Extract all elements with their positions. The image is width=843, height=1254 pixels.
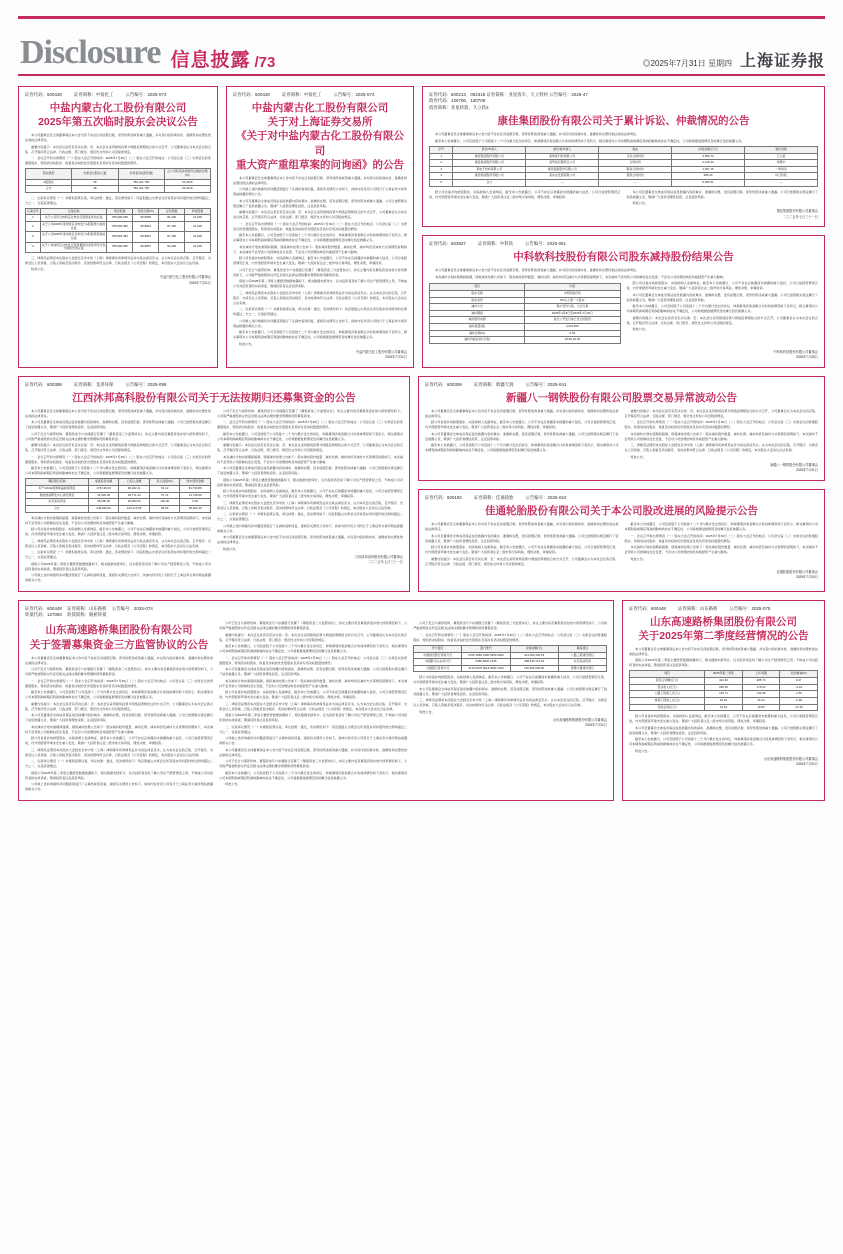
- announcement-body: 本公司董事会及全体董事保证本公告内容不存在任何虚假记载、误导性陈述或者重大遗漏，并对其内容的真实性、准确性和完整性依法承担法律责任。 公司就上述问询函所涉问题逐项进行了认真核查和回复，现将有关情况公告如下，具体内容详见公司同日于上海证券交易所网站披露的相关公告。 本公司及董事会全体成员保证信息披露内容的真实、准确和完整，没有虚假记载、误导性陈述或重大遗漏。公司已按照相关规定履行了信息披露义务，敬请广大投资者理性投资，注意投资风险。 重要内容提示：本次会议是否有否决议案：否；本次会议采用现场投票与网络投票相结合的方式召开，公司董事会认为本次会议的召集、召开程序符合法律、行政法规、部门规章、规范性文件和公司章程的规定。 一、会议召开和出席情况（一）股东大会召开的时间：2025年7月30日（二）股东大会召开的地点：公司会议室（三）出席会议的普通股股东、特别表决权股东、恢复表决权的优先股股东及其持有表决权数量的情况。 截至本公告披露日，公司及控股子公司连续十二个月内累计发生的诉讼、仲裁事项涉案金额合计的具体情况如下表所示，相关事项对公司本期利润或期后利润的影响尚存在不确定性，公司将根据进展情况及时履行信息披露义务。 本次减持计划实施期间届满，现将减持结果公告如下：股东减持股份数量、减持比例、减持均价及减持方式等情况说明如下，本次减持不会导致公司控制权发生变更，不会对公司治理结构及持续经营产生重大影响。 经公司自查并向控股股东、实际控制人发函询证，截至本公告披露日，公司不存在应披露而未披露的重大信息，公司日常经营情况正常，内外部经营环境未发生重大变化。敬请广大投资者注意二级市场交易风险，理性决策，审慎投资。 公司于近日与保荐机构、募集资金专户存储银行签署了《募集资金三方监管协议》，协议主要内容及募集资金存放与使用情况如下，公司将严格按照协议约定及相关法律法规的要求管理和使用募集资金。 现将公司2025年第二季度主要经营数据披露如下，相关数据未经审计，仅为投资者及时了解公司生产经营情况之用，不构成公司对投资者的实质承诺，敬请投资者注意投资风险。 三、律师见证情况本次股东大会经北京市中伦（上海）律师事务所律师见证并出具法律意见书，认为本次会议的召集、召开程序、出席会议人员资格、召集人资格及表决程序、表决结果均符合法律、行政法规及《公司章程》的规定，本次股东大会决议合法有效。 二、议案审议情况（一）非累积投票议案，审议结果：通过，表决情况如下：同意股数占出席会议所有股东所持股份的比例均超过二分之一，议案获得通过。 公司就上述问询函所涉问题逐项进行了认真核查和回复，现将有关情况公告如下，具体内容详见公司同日于上海证券交易所网站披露的相关公告。 截至本公告披露日，公司及控股子公司连续十二个月内累计发生的诉讼、仲裁事项涉案金额合计的具体情况如下表所示，相关事项对公司本期利润或期后利润的影响尚存在不确定性，公司将根据进展情况及时履行信息披露义务。 特此公告。: [233, 175, 407, 346]
- masthead-date: ◎2025年7月31日 星期四: [642, 59, 732, 68]
- table-row: 智能装备研发中心建设项目 32,520.00 18,771.44 57.72 13,748.56: [26, 492, 211, 499]
- table-row: A股股东 38 786,101,765 63.4215: [26, 179, 211, 186]
- ann-meta: [429, 241, 818, 247]
- security-code: 证券代码：600328: [233, 92, 270, 97]
- table-row: 1 关于公司符合向特定对象发行股票条件的议案 785,996,365 99.9865 84,400 21,000: [26, 215, 211, 222]
- col-right-mid: [418, 376, 825, 592]
- security-name: 证券简称：佳通轮胎: [473, 494, 514, 500]
- quarterly-operations-table: [629, 670, 818, 711]
- litigation-table: [429, 146, 818, 187]
- announcement-signature: 康佳集团股份有限公司董事会 二〇二五年七月三十一日: [776, 209, 818, 219]
- supervision-accounts-table: [413, 645, 607, 673]
- security-name: 证券简称：山东路桥: [67, 605, 107, 611]
- masthead: [18, 16, 825, 76]
- table-row: 3 关于公司2025年度向特定对象发行A股股票预案的议案 785,993,365 99.9861 87,400 21,000: [26, 232, 211, 242]
- table-row: 其他业务(亿元) 13.91 16.83 -17.35: [630, 704, 818, 711]
- ann-meta: [425, 382, 818, 388]
- announcement-signature: 中盐内蒙古化工股份有限公司董事会 2025年7月31日: [160, 275, 211, 285]
- table-row: 4 康佳集团股份有限公司 某实业发展有限公司 借款合同纠纷 986.44 执行阶段: [430, 173, 818, 180]
- table-row: 减持数量(股) 3,024,800: [430, 324, 621, 331]
- table-row: 股东名称 中科院软件所: [430, 290, 621, 297]
- announcement-title: 中科软科技股份有限公司股东减持股份结果公告: [513, 251, 734, 264]
- ann-meta: [425, 495, 818, 501]
- announcement-title: 山东高速路桥集团股份有限公司 关于签署募集资金三方监管协议的公告: [29, 624, 209, 651]
- announcement-title: 江西沐邦高科股份有限公司关于无法按期归还募集资金的公告: [72, 391, 356, 404]
- announcement-body-2: 经公司自查并向控股股东、实际控制人发函询证，截至本公告披露日，公司不存在应披露而未披露的重大信息，公司日常经营情况正常，内外部经营环境未发生重大变化。敬请广大投资者注意二级市场交易风险，理性决策，审慎投资。 本公司及董事会全体成员保证信息披露内容的真实、准确和完整，没有虚假记载、误导性陈述或重大遗漏。公司已按照相关规定履行了信息披露义务，敬请广大投资者理性投资，注意投资风险。 特此公告。: [429, 189, 818, 206]
- announcement-shandong-luqiao-q2-operations: [622, 600, 825, 801]
- table-row: 减持方式 集中竞价交易、大宗交易: [430, 304, 621, 311]
- row-3: [18, 600, 825, 801]
- security-name: 证券简称：新疆天润: [473, 381, 514, 387]
- security-code: 证券代码：600388: [25, 381, 62, 387]
- body-col-3: [413, 621, 607, 793]
- announcement-signature: 中盐内蒙古化工股份有限公司董事会 2025年7月31日: [356, 349, 407, 360]
- security-code: 证券代码：600213、002318 证券简称：亚星客车、久立特材 公告编号：2025-47: [429, 92, 588, 97]
- ann-meta: [629, 606, 818, 612]
- col-right-top: [422, 86, 825, 368]
- bond-code: 转债代码：127083: [25, 612, 62, 618]
- voting-results-table: [25, 208, 211, 253]
- row-2: [18, 376, 825, 592]
- table-row: 5 合计 — — 8,925.61 —: [430, 180, 818, 187]
- announcement-body: 本公司董事会及全体董事保证本公告内容不存在任何虚假记载、误导性陈述或者重大遗漏，并对其内容的真实性、准确性和完整性依法承担法律责任。 现将公司2025年第二季度主要经营数据披露如下，相关数据未经审计，仅为投资者及时了解公司生产经营情况之用，不构成公司对投资者的实质承诺，敬请投资者注意投资风险。: [629, 646, 818, 668]
- announcement-signature: 新疆八一钢铁股份有限公司董事会 2025年7月31日: [770, 462, 818, 473]
- table-row: 补充流动资金 28,000.00 28,000.00 100.00 0.00: [26, 499, 211, 506]
- security-code: 证券代码：600448: [629, 605, 666, 611]
- announcement-title: 山东高速路桥集团股份有限公司 关于2025年第二季度经营情况的公告: [638, 615, 809, 642]
- table-row: 2 康佳集团股份有限公司 某贸易有限责任公司 合同纠纷 2,145.30 审理中: [430, 160, 818, 167]
- table-row: 营业收入(亿元) 168.25 175.33 -4.04: [630, 684, 818, 691]
- table-row: 4 关于公司向特定对象发行股票募集资金使用可行性分析报告的议案 785,990,365 99.9857 90,400 21,000: [26, 242, 211, 252]
- ann-meta: [25, 606, 607, 619]
- body-col-1: [25, 621, 213, 793]
- announcement-no: 公告编号：2025-024: [525, 494, 567, 500]
- announcement-signature: 江西沐邦高科股份有限公司董事会 二〇二五年七月三十一日: [355, 554, 403, 565]
- table-row: 桥梁工程施工(亿元) 25.63 26.42 -2.99: [630, 697, 818, 704]
- masthead-page-number: /73: [254, 54, 276, 71]
- table-header-row: 项目 2025年第二季度 上年同期 同比增减(%): [630, 671, 818, 678]
- security-code: 证券代码：600359: [425, 381, 462, 387]
- announcement-grid: [18, 86, 825, 801]
- announcement-signature: 佳通轮胎股份有限公司董事会 2025年7月30日: [776, 569, 818, 579]
- security-name: 证券简称：中盐化工: [281, 92, 322, 97]
- security-name: 证券简称：山东路桥: [677, 605, 718, 611]
- announcement-body: 本公司董事会及全体董事保证本公告内容不存在任何虚假记载、误导性陈述或者重大遗漏，并对其内容的真实性、准确性和完整性依法承担法律责任。 本次减持计划实施期间届满，现将减持结果公告如下：股东减持股份数量、减持比例、减持均价及减持方式等情况说明如下，本次减持不会导致公司控制权发生变更，不会对公司治理结构及持续经营产生重大影响。: [435, 268, 726, 279]
- announcement-body-4: 经公司自查并向控股股东、实际控制人发函询证，截至本公告披露日，公司不存在应披露而未披露的重大信息，公司日常经营情况正常，内外部经营环境未发生重大变化。敬请广大投资者注意二级市场交易风险，理性决策，审慎投资。 本公司及董事会全体成员保证信息披露内容的真实、准确和完整，没有虚假记载、误导性陈述或重大遗漏。公司已按照相关规定履行了信息披露义务，敬请广大投资者理性投资，注意投资风险。 三、律师见证情况本次股东大会经北京市中伦（上海）律师事务所律师见证并出具法律意见书，认为本次会议的召集、召开程序、出席会议人员资格、召集人资格及表决程序、表决结果均符合法律、行政法规及《公司章程》的规定，本次股东大会决议合法有效。 特此公告。: [413, 675, 607, 714]
- announcement-signature: 山东高速路桥集团股份有限公司董事会 2025年7月31日: [552, 717, 607, 728]
- table-row: 1 康佳集团股份有限公司 深圳某科技有限公司 买卖合同纠纷 3,856.72 已立案: [430, 153, 818, 160]
- table-header-row: 募投项目名称 承诺投资总额 已投入金额 投入进度(%) 尚未使用金额: [26, 479, 211, 486]
- table-row: 股东身份 5%以上第一大股东: [430, 297, 621, 304]
- table-row: 交通银行济南分行 3710 0605 9018 0000 1234 156,900,000.00 智慧交通建设项目: [414, 665, 607, 672]
- announcement-title: 康佳集团股份有限公司关于累计诉讼、仲裁情况的公告: [497, 115, 750, 128]
- masthead-brand: 上海证券报: [739, 53, 825, 70]
- masthead-top-rule: [18, 16, 825, 19]
- masthead-title-cn: 信息披露: [170, 50, 251, 71]
- security-code: 证券代码：600182: [425, 494, 462, 500]
- body-col-left: [25, 409, 211, 585]
- announcement-zhongkesoft-reduction-result: [422, 235, 825, 368]
- table-row: 年产10GW高效单晶硅棒项目 178,136.00 96,402.11 54.12 81,733.89: [26, 486, 211, 493]
- announcement-body: 本公司董事会及全体董事保证本公告内容不存在任何虚假记载、误导性陈述或者重大遗漏，并对其内容的真实性、准确性和完整性依法承担法律责任。 重要内容提示：本次会议是否有否决议案：否；本次会议采用现场投票与网络投票相结合的方式召开，公司董事会认为本次会议的召集、召开程序符合法律、行政法规、部门规章、规范性文件和公司章程的规定。 一、会议召开和出席情况（一）股东大会召开的时间：2025年7月30日（二）股东大会召开的地点：公司会议室（三）出席会议的普通股股东、特别表决权股东、恢复表决权的优先股股东及其持有表决权数量的情况。: [25, 133, 211, 166]
- announcement-giti-tire-risk-notice: [418, 489, 825, 592]
- announcement-title: 新疆八一钢铁股份有限公司股票交易异常波动公告: [506, 391, 737, 404]
- announcement-no: 公告编号：2025-051: [525, 241, 567, 247]
- announcement-no: 公告编号：2025-074: [111, 605, 153, 611]
- announcement-signature: 山东高速路桥集团股份有限公司董事会 2025年7月31日: [763, 756, 818, 767]
- announcement-title: 佳通轮胎股份有限公司关于本公司股改进展的风险提示公告: [485, 504, 758, 517]
- announcement-title: 中盐内蒙古化工股份有限公司 2025年第五次临时股东会决议公告: [38, 102, 198, 129]
- announcement-body-3: 三、律师见证情况本次股东大会经北京市中伦（上海）律师事务所律师见证并出具法律意见书，认为本次会议的召集、召开程序、出席会议人员资格、召集人资格及表决程序、表决结果均符合法律、行政法规及《公司章程》的规定，本次股东大会决议合法有效。 特此公告。: [25, 255, 211, 272]
- announcement-no: 公告编号：2025-074: [333, 92, 375, 97]
- table-row: 中国建设银行济南分行 3700 1886 1080 5250 0000 421,056,330.18 公路工程建设项目: [414, 652, 607, 659]
- ann-meta: [25, 382, 403, 388]
- security-name: 证券简称：龙净环保: [73, 381, 114, 387]
- announcement-body-side: 经公司自查并向控股股东、实际控制人发函询证，截至本公告披露日，公司不存在应披露而未披露的重大信息，公司日常经营情况正常，内外部经营环境未发生重大变化。敬请广大投资者注意二级市场交易风险，理性决策，审慎投资。 本公司及董事会全体成员保证信息披露内容的真实、准确和完整，没有虚假记载、误导性陈述或重大遗漏。公司已按照相关规定履行了信息披露义务，敬请广大投资者理性投资，注意投资风险。 截至本公告披露日，公司及控股子公司连续十二个月内累计发生的诉讼、仲裁事项涉案金额合计的具体情况如下表所示，相关事项对公司本期利润或期后利润的影响尚存在不确定性，公司将根据进展情况及时履行信息披露义务。 重要内容提示：本次会议是否有否决议案：否；本次会议采用现场投票与网络投票相结合的方式召开，公司董事会认为本次会议的召集、召开程序符合法律、行政法规、部门规章、规范性文件和公司章程的规定。 特此公告。: [626, 281, 818, 332]
- announcement-body: 本公司董事会及全体董事保证本公告内容不存在任何虚假记载、误导性陈述或者重大遗漏，并对其内容的真实性、准确性和完整性依法承担法律责任。 本公司及董事会全体成员保证信息披露内容的真实、准确和完整，没有虚假记载、误导性陈述或重大遗漏。公司已按照相关规定履行了信息披露义务，敬请广大投资者理性投资，注意投资风险。 公司于近日与保荐机构、募集资金专户存储银行签署了《募集资金三方监管协议》，协议主要内容及募集资金存放与使用情况如下，公司将严格按照协议约定及相关法律法规的要求管理和使用募集资金。 重要内容提示：本次会议是否有否决议案：否；本次会议采用现场投票与网络投票相结合的方式召开，公司董事会认为本次会议的召集、召开程序符合法律、行政法规、部门规章、规范性文件和公司章程的规定。 一、会议召开和出席情况（一）股东大会召开的时间：2025年7月30日（二）股东大会召开的地点：公司会议室（三）出席会议的普通股股东、特别表决权股东、恢复表决权的优先股股东及其持有表决权数量的情况。 截至本公告披露日，公司及控股子公司连续十二个月内累计发生的诉讼、仲裁事项涉案金额合计的具体情况如下表所示，相关事项对公司本期利润或期后利润的影响尚存在不确定性，公司将根据进展情况及时履行信息披露义务。: [25, 408, 211, 476]
- reduction-table: [429, 283, 621, 344]
- three-column-body: [25, 621, 607, 793]
- announcement-body: 本公司董事会及全体董事保证本公告内容不存在任何虚假记载、误导性陈述或者重大遗漏，并对其内容的真实性、准确性和完整性依法承担法律责任。 公司于近日与保荐机构、募集资金专户存储银行签署了《募集资金三方监管协议》，协议主要内容及募集资金存放与使用情况如下，公司将严格按照协议约定及相关法律法规的要求管理和使用募集资金。 一、会议召开和出席情况（一）股东大会召开的时间：2025年7月30日（二）股东大会召开的地点：公司会议室（三）出席会议的普通股股东、特别表决权股东、恢复表决权的优先股股东及其持有表决权数量的情况。 截至本公告披露日，公司及控股子公司连续十二个月内累计发生的诉讼、仲裁事项涉案金额合计的具体情况如下表所示，相关事项对公司本期利润或期后利润的影响尚存在不确定性，公司将根据进展情况及时履行信息披露义务。 重要内容提示：本次会议是否有否决议案：否；本次会议采用现场投票与网络投票相结合的方式召开，公司董事会认为本次会议的召集、召开程序符合法律、行政法规、部门规章、规范性文件和公司章程的规定。 本公司及董事会全体成员保证信息披露内容的真实、准确和完整，没有虚假记载、误导性陈述或重大遗漏。公司已按照相关规定履行了信息披露义务，敬请广大投资者理性投资，注意投资风险。 本次减持计划实施期间届满，现将减持结果公告如下：股东减持股份数量、减持比例、减持均价及减持方式等情况说明如下，本次减持不会导致公司控制权发生变更，不会对公司治理结构及持续经营产生重大影响。 经公司自查并向控股股东、实际控制人发函询证，截至本公告披露日，公司不存在应披露而未披露的重大信息，公司日常经营情况正常，内外部经营环境未发生重大变化。敬请广大投资者注意二级市场交易风险，理性决策，审慎投资。 三、律师见证情况本次股东大会经北京市中伦（上海）律师事务所律师见证并出具法律意见书，认为本次会议的召集、召开程序、出席会议人员资格、召集人资格及表决程序、表决结果均符合法律、行政法规及《公司章程》的规定，本次股东大会决议合法有效。 二、议案审议情况（一）非累积投票议案，审议结果：通过，表决情况如下：同意股数占出席会议所有股东所持股份的比例均超过二分之一，议案获得通过。 现将公司2025年第二季度主要经营数据披露如下，相关数据未经审计，仅为投资者及时了解公司生产经营情况之用，不构成公司对投资者的实质承诺，敬请投资者注意投资风险。 公司就上述问询函所涉问题逐项进行了认真核查和回复，现将有关情况公告如下，具体内容详见公司同日于上海证券交易所网站披露的相关公告。: [25, 655, 214, 792]
- security-code: 证券代码：600328: [25, 92, 62, 97]
- security-code: 证券代码：600448: [25, 605, 62, 611]
- announcement-shandong-luqiao-supervision-agreement: [18, 600, 614, 801]
- announcement-body-2: 经公司自查并向控股股东、实际控制人发函询证，截至本公告披露日，公司不存在应披露而未披露的重大信息，公司日常经营情况正常，内外部经营环境未发生重大变化。敬请广大投资者注意二级市场交易风险，理性决策，审慎投资。 本公司及董事会全体成员保证信息披露内容的真实、准确和完整，没有虚假记载、误导性陈述或重大遗漏。公司已按照相关规定履行了信息披露义务，敬请广大投资者理性投资，注意投资风险。 截至本公告披露日，公司及控股子公司连续十二个月内累计发生的诉讼、仲裁事项涉案金额合计的具体情况如下表所示，相关事项对公司本期利润或期后利润的影响尚存在不确定性，公司将根据进展情况及时履行信息披露义务。 特此公告。: [629, 714, 818, 753]
- table-header-row: 开户银行 银行账号 存储余额(元) 募投项目: [414, 645, 607, 652]
- announcement-mubang-fundraising: [18, 376, 410, 592]
- table-row: 3 某电子材料有限公司 康佳集团股份有限公司 服务合同纠纷 1,937.15 一审判决: [430, 166, 818, 173]
- announcement-no: 公告编号：2025-073: [125, 92, 167, 97]
- announcement-no: 公告编号：2025-075: [729, 605, 771, 611]
- attendance-table: [25, 168, 211, 193]
- announcement-body: 本公司董事会及全体董事保证本公告内容不存在任何虚假记载、误导性陈述或者重大遗漏，并对其内容的真实性、准确性和完整性依法承担法律责任。 经公司自查并向控股股东、实际控制人发函询证，截至本公告披露日，公司不存在应披露而未披露的重大信息，公司日常经营情况正常，内外部经营环境未发生重大变化。敬请广大投资者注意二级市场交易风险，理性决策，审慎投资。 本公司及董事会全体成员保证信息披露内容的真实、准确和完整，没有虚假记载、误导性陈述或重大遗漏。公司已按照相关规定履行了信息披露义务，敬请广大投资者理性投资，注意投资风险。 截至本公告披露日，公司及控股子公司连续十二个月内累计发生的诉讼、仲裁事项涉案金额合计的具体情况如下表所示，相关事项对公司本期利润或期后利润的影响尚存在不确定性，公司将根据进展情况及时履行信息披露义务。 重要内容提示：本次会议是否有否决议案：否；本次会议采用现场投票与网络投票相结合的方式召开，公司董事会认为本次会议的召集、召开程序符合法律、行政法规、部门规章、规范性文件和公司章程的规定。 一、会议召开和出席情况（一）股东大会召开的时间：2025年7月30日（二）股东大会召开的地点：公司会议室（三）出席会议的普通股股东、特别表决权股东、恢复表决权的优先股股东及其持有表决权数量的情况。 本次减持计划实施期间届满，现将减持结果公告如下：股东减持股份数量、减持比例、减持均价及减持方式等情况说明如下，本次减持不会导致公司控制权发生变更，不会对公司治理结构及持续经营产生重大影响。 三、律师见证情况本次股东大会经北京市中伦（上海）律师事务所律师见证并出具法律意见书，认为本次会议的召集、召开程序、出席会议人员资格、召集人资格及表决程序、表决结果均符合法律、行政法规及《公司章程》的规定，本次股东大会决议合法有效。 特此公告。: [425, 408, 818, 459]
- announcement-title: 中盐内蒙古化工股份有限公司 关于对上海证券交易所 《关于对中盐内蒙古化工股份有限公司 重大资产重组草案的问询函》的公告: [236, 102, 404, 171]
- announcement-body-2: 二、议案审议情况（一）非累积投票议案，审议结果：通过，表决情况如下：同意股数占出席会议所有股东所持股份的比例均超过二分之一，议案获得通过。: [25, 195, 211, 205]
- announcement-konka-litigation: [422, 86, 825, 227]
- masthead-title-en: Disclosure: [20, 34, 161, 71]
- security-code: 证券代码：603927: [429, 241, 466, 247]
- table-row: 合计 238,656.00 143,173.55 59.99 95,482.45: [26, 505, 211, 512]
- two-column-body: [25, 409, 403, 585]
- table-row: 2 关于公司2025年度向特定对象发行A股股票方案的议案 785,993,365 99.9861 87,400 21,000: [26, 222, 211, 232]
- security-name: 证券简称：中盐化工: [73, 92, 114, 97]
- announcement-body-2: 公司于近日与保荐机构、募集资金专户存储银行签署了《募集资金三方监管协议》，协议主要内容及募集资金存放与使用情况如下，公司将严格按照协议约定及相关法律法规的要求管理和使用募集资金。 重要内容提示：本次会议是否有否决议案：否；本次会议采用现场投票与网络投票相结合的方式召开，公司董事会认为本次会议的召集、召开程序符合法律、行政法规、部门规章、规范性文件和公司章程的规定。 截至本公告披露日，公司及控股子公司连续十二个月内累计发生的诉讼、仲裁事项涉案金额合计的具体情况如下表所示，相关事项对公司本期利润或期后利润的影响尚存在不确定性，公司将根据进展情况及时履行信息披露义务。 一、会议召开和出席情况（一）股东大会召开的时间：2025年7月30日（二）股东大会召开的地点：公司会议室（三）出席会议的普通股股东、特别表决权股东、恢复表决权的优先股股东及其持有表决权数量的情况。 本公司及董事会全体成员保证信息披露内容的真实、准确和完整，没有虚假记载、误导性陈述或重大遗漏。公司已按照相关规定履行了信息披露义务，敬请广大投资者理性投资，注意投资风险。 本次减持计划实施期间届满，现将减持结果公告如下：股东减持股份数量、减持比例、减持均价及减持方式等情况说明如下，本次减持不会导致公司控制权发生变更，不会对公司治理结构及持续经营产生重大影响。 经公司自查并向控股股东、实际控制人发函询证，截至本公告披露日，公司不存在应披露而未披露的重大信息，公司日常经营情况正常，内外部经营环境未发生重大变化。敬请广大投资者注意二级市场交易风险，理性决策，审慎投资。 三、律师见证情况本次股东大会经北京市中伦（上海）律师事务所律师见证并出具法律意见书，认为本次会议的召集、召开程序、出席会议人员资格、召集人资格及表决程序、表决结果均符合法律、行政法规及《公司章程》的规定，本次股东大会决议合法有效。 现将公司2025年第二季度主要经营数据披露如下，相关数据未经审计，仅为投资者及时了解公司生产经营情况之用，不构成公司对投资者的实质承诺，敬请投资者注意投资风险。 二、议案审议情况（一）非累积投票议案，审议结果：通过，表决情况如下：同意股数占出席会议所有股东所持股份的比例均超过二分之一，议案获得通过。 公司就上述问询函所涉问题逐项进行了认真核查和回复，现将有关情况公告如下，具体内容详见公司同日于上海证券交易所网站披露的相关公告。 本公司董事会及全体董事保证本公告内容不存在任何虚假记载、误导性陈述或者重大遗漏，并对其内容的真实性、准确性和完整性依法承担法律责任。 公司于近日与保荐机构、募集资金专户存储银行签署了《募集资金三方监管协议》，协议主要内容及募集资金存放与使用情况如下，公司将严格按照协议约定及相关法律法规的要求管理和使用募集资金。 截至本公告披露日，公司及控股子公司连续十二个月内累计发生的诉讼、仲裁事项涉案金额合计的具体情况如下表所示，相关事项对公司本期利润或期后利润的影响尚存在不确定性，公司将根据进展情况及时履行信息披露义务。 特此公告。: [219, 621, 408, 787]
- announcement-bayi-steel-abnormal-trading: [418, 376, 825, 481]
- body-col-2: [219, 621, 407, 793]
- table-row: 减持比例(%) 0.50: [430, 330, 621, 337]
- announcement-body-2: 本次减持计划实施期间届满，现将减持结果公告如下：股东减持股份数量、减持比例、减持均价及减持方式等情况说明如下，本次减持不会导致公司控制权发生变更，不会对公司治理结构及持续经营产生重大影响。 经公司自查并向控股股东、实际控制人发函询证，截至本公告披露日，公司不存在应披露而未披露的重大信息，公司日常经营情况正常，内外部经营环境未发生重大变化。敬请广大投资者注意二级市场交易风险，理性决策，审慎投资。 三、律师见证情况本次股东大会经北京市中伦（上海）律师事务所律师见证并出具法律意见书，认为本次会议的召集、召开程序、出席会议人员资格、召集人资格及表决程序、表决结果均符合法律、行政法规及《公司章程》的规定，本次股东大会决议合法有效。 二、议案审议情况（一）非累积投票议案，审议结果：通过，表决情况如下：同意股数占出席会议所有股东所持股份的比例均超过二分之一，议案获得通过。 现将公司2025年第二季度主要经营数据披露如下，相关数据未经审计，仅为投资者及时了解公司生产经营情况之用，不构成公司对投资者的实质承诺，敬请投资者注意投资风险。 公司就上述问询函所涉问题逐项进行了认真核查和回复，现将有关情况公告如下，具体内容详见公司同日于上海证券交易所网站披露的相关公告。: [25, 515, 211, 583]
- table-row: 减持股份来源 首次公开发行前已发行的股份: [430, 317, 621, 324]
- security-name: 证券简称：中科软: [477, 241, 514, 247]
- table-row: 合计 38 786,101,765 63.4215: [26, 186, 211, 193]
- table-row: 减持价格区间(元/股) 18.66-22.35: [430, 337, 621, 344]
- table-row: 减持期间 2025年4月8日至2025年7月29日: [430, 310, 621, 317]
- table-header-row: 项目 内容: [430, 284, 621, 291]
- table-row: 新签合同额(亿元) 312.46 285.70 9.37: [630, 678, 818, 685]
- masthead-right: [643, 54, 825, 70]
- announcement-body-3: 公司于近日与保荐机构、募集资金专户存储银行签署了《募集资金三方监管协议》，协议主要内容及募集资金存放与使用情况如下，公司将严格按照协议约定及相关法律法规的要求管理和使用募集资金。 一、会议召开和出席情况（一）股东大会召开的时间：2025年7月30日（二）股东大会召开的地点：公司会议室（三）出席会议的普通股股东、特别表决权股东、恢复表决权的优先股股东及其持有表决权数量的情况。 截至本公告披露日，公司及控股子公司连续十二个月内累计发生的诉讼、仲裁事项涉案金额合计的具体情况如下表所示，相关事项对公司本期利润或期后利润的影响尚存在不确定性，公司将根据进展情况及时履行信息披露义务。 重要内容提示：本次会议是否有否决议案：否；本次会议采用现场投票与网络投票相结合的方式召开，公司董事会认为本次会议的召集、召开程序符合法律、行政法规、部门规章、规范性文件和公司章程的规定。 本次减持计划实施期间届满，现将减持结果公告如下：股东减持股份数量、减持比例、减持均价及减持方式等情况说明如下，本次减持不会导致公司控制权发生变更，不会对公司治理结构及持续经营产生重大影响。 本公司及董事会全体成员保证信息披露内容的真实、准确和完整，没有虚假记载、误导性陈述或重大遗漏。公司已按照相关规定履行了信息披露义务，敬请广大投资者理性投资，注意投资风险。 现将公司2025年第二季度主要经营数据披露如下，相关数据未经审计，仅为投资者及时了解公司生产经营情况之用，不构成公司对投资者的实质承诺，敬请投资者注意投资风险。 经公司自查并向控股股东、实际控制人发函询证，截至本公告披露日，公司不存在应披露而未披露的重大信息，公司日常经营情况正常，内外部经营环境未发生重大变化。敬请广大投资者注意二级市场交易风险，理性决策，审慎投资。 三、律师见证情况本次股东大会经北京市中伦（上海）律师事务所律师见证并出具法律意见书，认为本次会议的召集、召开程序、出席会议人员资格、召集人资格及表决程序、表决结果均符合法律、行政法规及《公司章程》的规定，本次股东大会决议合法有效。 二、议案审议情况（一）非累积投票议案，审议结果：通过，表决情况如下：同意股数占出席会议所有股东所持股份的比例均超过二分之一，议案获得通过。 公司就上述问询函所涉问题逐项进行了认真核查和回复，现将有关情况公告如下，具体内容详见公司同日于上海证券交易所网站披露的相关公告。 本公司董事会及全体董事保证本公告内容不存在任何虚假记载、误导性陈述或者重大遗漏，并对其内容的真实性、准确性和完整性依法承担法律责任。 特此公告。: [217, 408, 403, 551]
- announcement-body: 本公司董事会及全体董事保证本公告内容不存在任何虚假记载、误导性陈述或者重大遗漏，并对其内容的真实性、准确性和完整性依法承担法律责任。 截至本公告披露日，公司及控股子公司连续十二个月内累计发生的诉讼、仲裁事项涉案金额合计的具体情况如下表所示，相关事项对公司本期利润或期后利润的影响尚存在不确定性，公司将根据进展情况及时履行信息披露义务。: [435, 132, 745, 143]
- announcement-zhongyan-inquiry-reply: [226, 86, 414, 368]
- fundraising-table: [25, 478, 211, 512]
- table-header-row: 序号 原告/申请人 被告/被申请人 案由 涉案金额(万元) 案件进展: [430, 146, 818, 153]
- announcement-no: 公告编号：2025-041: [525, 381, 567, 387]
- ann-meta: [25, 92, 211, 98]
- reduction-detail-row: [429, 281, 818, 347]
- bond-name: 转债简称：路桥转债: [67, 612, 107, 618]
- announcement-body: 本公司董事会及全体董事保证本公告内容不存在任何虚假记载、误导性陈述或者重大遗漏，并对其内容的真实性、准确性和完整性依法承担法律责任。 本公司及董事会全体成员保证信息披露内容的真实、准确和完整，没有虚假记载、误导性陈述或重大遗漏。公司已按照相关规定履行了信息披露义务，敬请广大投资者理性投资，注意投资风险。 经公司自查并向控股股东、实际控制人发函询证，截至本公告披露日，公司不存在应披露而未披露的重大信息，公司日常经营情况正常，内外部经营环境未发生重大变化。敬请广大投资者注意二级市场交易风险，理性决策，审慎投资。 重要内容提示：本次会议是否有否决议案：否；本次会议采用现场投票与网络投票相结合的方式召开，公司董事会认为本次会议的召集、召开程序符合法律、行政法规、部门规章、规范性文件和公司章程的规定。 截至本公告披露日，公司及控股子公司连续十二个月内累计发生的诉讼、仲裁事项涉案金额合计的具体情况如下表所示，相关事项对公司本期利润或期后利润的影响尚存在不确定性，公司将根据进展情况及时履行信息披露义务。 一、会议召开和出席情况（一）股东大会召开的时间：2025年7月30日（二）股东大会召开的地点：公司会议室（三）出席会议的普通股股东、特别表决权股东、恢复表决权的优先股股东及其持有表决权数量的情况。 本次减持计划实施期间届满，现将减持结果公告如下：股东减持股份数量、减持比例、减持均价及减持方式等情况说明如下，本次减持不会导致公司控制权发生变更，不会对公司治理结构及持续经营产生重大影响。 特此公告。: [425, 522, 818, 566]
- body-col-right: [217, 409, 403, 585]
- announcement-no: 公告编号：2025-099: [125, 381, 167, 387]
- table-row: 中国银行山东省分行 2080 6820 1935 288,440,719.62 补充流动资金: [414, 659, 607, 666]
- announcement-signature: 中科软科技股份有限公司董事会 2025年7月30日: [773, 349, 818, 360]
- announcement-body-3: 公司于近日与保荐机构、募集资金专户存储银行签署了《募集资金三方监管协议》，协议主要内容及募集资金存放与使用情况如下，公司将严格按照协议约定及相关法律法规的要求管理和使用募集资金。 一、会议召开和出席情况（一）股东大会召开的时间：2025年7月30日（二）股东大会召开的地点：公司会议室（三）出席会议的普通股股东、特别表决权股东、恢复表决权的优先股股东及其持有表决权数量的情况。: [413, 621, 607, 642]
- table-row: 公路工程施工(亿元) 128.71 132.08 -2.55: [630, 691, 818, 698]
- bond-name: 债券简称：亚星转债、久立转2: [429, 104, 489, 110]
- ann-meta: [233, 92, 407, 98]
- row-1: [18, 86, 825, 368]
- table-header-row: 议案序号 议案名称 同意股数 同意比例(%) 反对股数 弃权股数: [26, 208, 211, 215]
- announcement-zhongyan-shareholder-meeting: [18, 86, 218, 368]
- table-header-row: 股东类型 出席会议股东人数 持有表决权股份数 占公司有表决权股份总数的比例(%): [26, 169, 211, 179]
- bond-code: 债券代码：130706、130708: [429, 98, 486, 104]
- ann-meta: [429, 92, 818, 111]
